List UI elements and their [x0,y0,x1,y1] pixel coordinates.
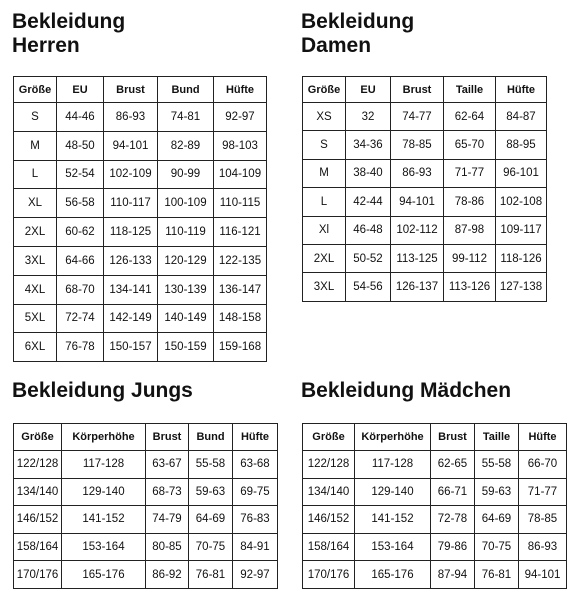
size-cell: 5XL [14,304,57,333]
measure-cell: 117-128 [62,451,146,479]
size-cell: 158/164 [14,533,62,561]
section-jungs [12,379,193,403]
measure-cell: 141-152 [355,506,431,534]
table-row [14,451,278,479]
column-header: Größe [14,424,62,451]
size-cell: 2XL [303,244,346,272]
table-row [303,188,547,216]
measure-cell: 113-126 [444,273,496,301]
measure-cell: 134-141 [104,275,158,304]
table-row [303,451,567,479]
section-maedchen [301,379,511,403]
column-header: Körperhöhe [355,424,431,451]
table-row [14,304,267,333]
jungs-title: Bekleidung Jungs [12,379,193,402]
size-cell: S [14,103,57,132]
size-table-jungs [13,423,278,589]
size-cell: S [303,131,346,159]
measure-cell: 71-77 [444,159,496,187]
measure-cell: 56-58 [57,189,104,218]
measure-cell: 120-129 [158,246,214,275]
table-row [14,131,267,160]
table-row [14,533,278,561]
size-cell: L [14,160,57,189]
measure-cell: 78-85 [519,506,567,534]
measure-cell: 141-152 [62,506,146,534]
measure-cell: 62-65 [431,451,475,479]
column-header: Taille [444,77,496,103]
measure-cell: 126-137 [391,273,444,301]
measure-cell: 74-77 [391,103,444,131]
measure-cell: 165-176 [355,561,431,589]
measure-cell: 117-128 [355,451,431,479]
measure-cell: 46-48 [346,216,391,244]
measure-cell: 59-63 [475,478,519,506]
table-row [303,103,547,131]
measure-cell: 92-97 [214,103,267,132]
column-header: EU [346,77,391,103]
size-cell: 122/128 [303,451,355,479]
table-row [303,244,547,272]
column-header: Hüfte [519,424,567,451]
measure-cell: 63-68 [233,451,278,479]
table-header-row [14,424,278,451]
size-cell: 122/128 [14,451,62,479]
measure-cell: 80-85 [146,533,189,561]
measure-cell: 59-63 [189,478,233,506]
column-header: Brust [146,424,189,451]
table-row [14,561,278,589]
table-row [303,131,547,159]
measure-cell: 42-44 [346,188,391,216]
measure-cell: 64-69 [475,506,519,534]
size-cell: 146/152 [14,506,62,534]
measure-cell: 64-69 [189,506,233,534]
size-cell: M [303,159,346,187]
measure-cell: 94-101 [104,131,158,160]
column-header: EU [57,77,104,103]
measure-cell: 116-121 [214,218,267,247]
table-row [14,333,267,362]
measure-cell: 102-112 [391,216,444,244]
column-header: Hüfte [214,77,267,103]
measure-cell: 68-70 [57,275,104,304]
measure-cell: 153-164 [62,533,146,561]
section-damen [301,10,414,58]
measure-cell: 55-58 [475,451,519,479]
table-row [303,561,567,589]
measure-cell: 78-85 [391,131,444,159]
measure-cell: 66-71 [431,478,475,506]
table-header-row [303,424,567,451]
measure-cell: 44-46 [57,103,104,132]
measure-cell: 60-62 [57,218,104,247]
maedchen-title: Bekleidung Mädchen [301,379,512,402]
measure-cell: 118-125 [104,218,158,247]
measure-cell: 129-140 [355,478,431,506]
measure-cell: 129-140 [62,478,146,506]
measure-cell: 104-109 [214,160,267,189]
measure-cell: 68-73 [146,478,189,506]
measure-cell: 70-75 [189,533,233,561]
measure-cell: 62-64 [444,103,496,131]
measure-cell: 72-78 [431,506,475,534]
table-row [14,160,267,189]
measure-cell: 78-86 [444,188,496,216]
measure-cell: 150-157 [104,333,158,362]
measure-cell: 82-89 [158,131,214,160]
column-header: Hüfte [496,77,547,103]
size-cell: 4XL [14,275,57,304]
measure-cell: 94-101 [519,561,567,589]
size-cell: Xl [303,216,346,244]
measure-cell: 118-126 [496,244,547,272]
size-cell: 158/164 [303,533,355,561]
measure-cell: 127-138 [496,273,547,301]
column-header: Körperhöhe [62,424,146,451]
measure-cell: 79-86 [431,533,475,561]
column-header: Brust [104,77,158,103]
size-cell: 6XL [14,333,57,362]
table-header-row [14,77,267,103]
measure-cell: 110-119 [158,218,214,247]
measure-cell: 69-75 [233,478,278,506]
measure-cell: 76-81 [189,561,233,589]
measure-cell: 165-176 [62,561,146,589]
measure-cell: 110-115 [214,189,267,218]
column-header: Bund [189,424,233,451]
table-row [303,533,567,561]
column-header: Brust [431,424,475,451]
size-cell: 134/140 [14,478,62,506]
measure-cell: 55-58 [189,451,233,479]
measure-cell: 96-101 [496,159,547,187]
measure-cell: 110-117 [104,189,158,218]
measure-cell: 94-101 [391,188,444,216]
measure-cell: 113-125 [391,244,444,272]
column-header: Taille [475,424,519,451]
size-cell: 3XL [14,246,57,275]
size-table-damen [302,76,547,302]
measure-cell: 74-81 [158,103,214,132]
column-header: Hüfte [233,424,278,451]
measure-cell: 64-66 [57,246,104,275]
size-cell: 146/152 [303,506,355,534]
measure-cell: 142-149 [104,304,158,333]
measure-cell: 140-149 [158,304,214,333]
size-table-herren [13,76,267,362]
measure-cell: 150-159 [158,333,214,362]
measure-cell: 63-67 [146,451,189,479]
table-row [14,189,267,218]
measure-cell: 122-135 [214,246,267,275]
measure-cell: 98-103 [214,131,267,160]
size-table-maedchen [302,423,567,589]
measure-cell: 72-74 [57,304,104,333]
measure-cell: 86-93 [104,103,158,132]
measure-cell: 87-98 [444,216,496,244]
measure-cell: 102-108 [496,188,547,216]
measure-cell: 32 [346,103,391,131]
measure-cell: 86-93 [391,159,444,187]
measure-cell: 148-158 [214,304,267,333]
measure-cell: 54-56 [346,273,391,301]
measure-cell: 92-97 [233,561,278,589]
measure-cell: 100-109 [158,189,214,218]
measure-cell: 48-50 [57,131,104,160]
measure-cell: 50-52 [346,244,391,272]
herren-title-line2: Herren [12,34,80,57]
table-row [14,103,267,132]
measure-cell: 84-91 [233,533,278,561]
column-header: Größe [303,424,355,451]
measure-cell: 74-79 [146,506,189,534]
table-row [303,273,547,301]
measure-cell: 76-78 [57,333,104,362]
damen-title-line2: Damen [301,34,372,57]
measure-cell: 86-93 [519,533,567,561]
table-row [303,506,567,534]
table-row [303,216,547,244]
table-header-row [303,77,547,103]
measure-cell: 76-81 [475,561,519,589]
measure-cell: 65-70 [444,131,496,159]
measure-cell: 38-40 [346,159,391,187]
measure-cell: 130-139 [158,275,214,304]
table-row [303,478,567,506]
herren-title-line1: Bekleidung [12,10,126,33]
size-cell: 170/176 [14,561,62,589]
measure-cell: 76-83 [233,506,278,534]
measure-cell: 109-117 [496,216,547,244]
measure-cell: 71-77 [519,478,567,506]
table-row [14,246,267,275]
column-header: Größe [303,77,346,103]
column-header: Größe [14,77,57,103]
size-cell: 170/176 [303,561,355,589]
table-row [14,478,278,506]
size-cell: 2XL [14,218,57,247]
size-cell: 3XL [303,273,346,301]
measure-cell: 90-99 [158,160,214,189]
section-herren [12,10,125,58]
table-row [14,275,267,304]
table-row [14,506,278,534]
measure-cell: 102-109 [104,160,158,189]
size-cell: XS [303,103,346,131]
size-cell: 134/140 [303,478,355,506]
measure-cell: 153-164 [355,533,431,561]
damen-title-line1: Bekleidung [301,10,415,33]
measure-cell: 99-112 [444,244,496,272]
measure-cell: 66-70 [519,451,567,479]
size-cell: XL [14,189,57,218]
measure-cell: 88-95 [496,131,547,159]
measure-cell: 70-75 [475,533,519,561]
size-cell: L [303,188,346,216]
measure-cell: 86-92 [146,561,189,589]
measure-cell: 87-94 [431,561,475,589]
column-header: Brust [391,77,444,103]
measure-cell: 159-168 [214,333,267,362]
measure-cell: 126-133 [104,246,158,275]
table-row [303,159,547,187]
measure-cell: 52-54 [57,160,104,189]
measure-cell: 136-147 [214,275,267,304]
size-cell: M [14,131,57,160]
column-header: Bund [158,77,214,103]
measure-cell: 84-87 [496,103,547,131]
table-row [14,218,267,247]
measure-cell: 34-36 [346,131,391,159]
